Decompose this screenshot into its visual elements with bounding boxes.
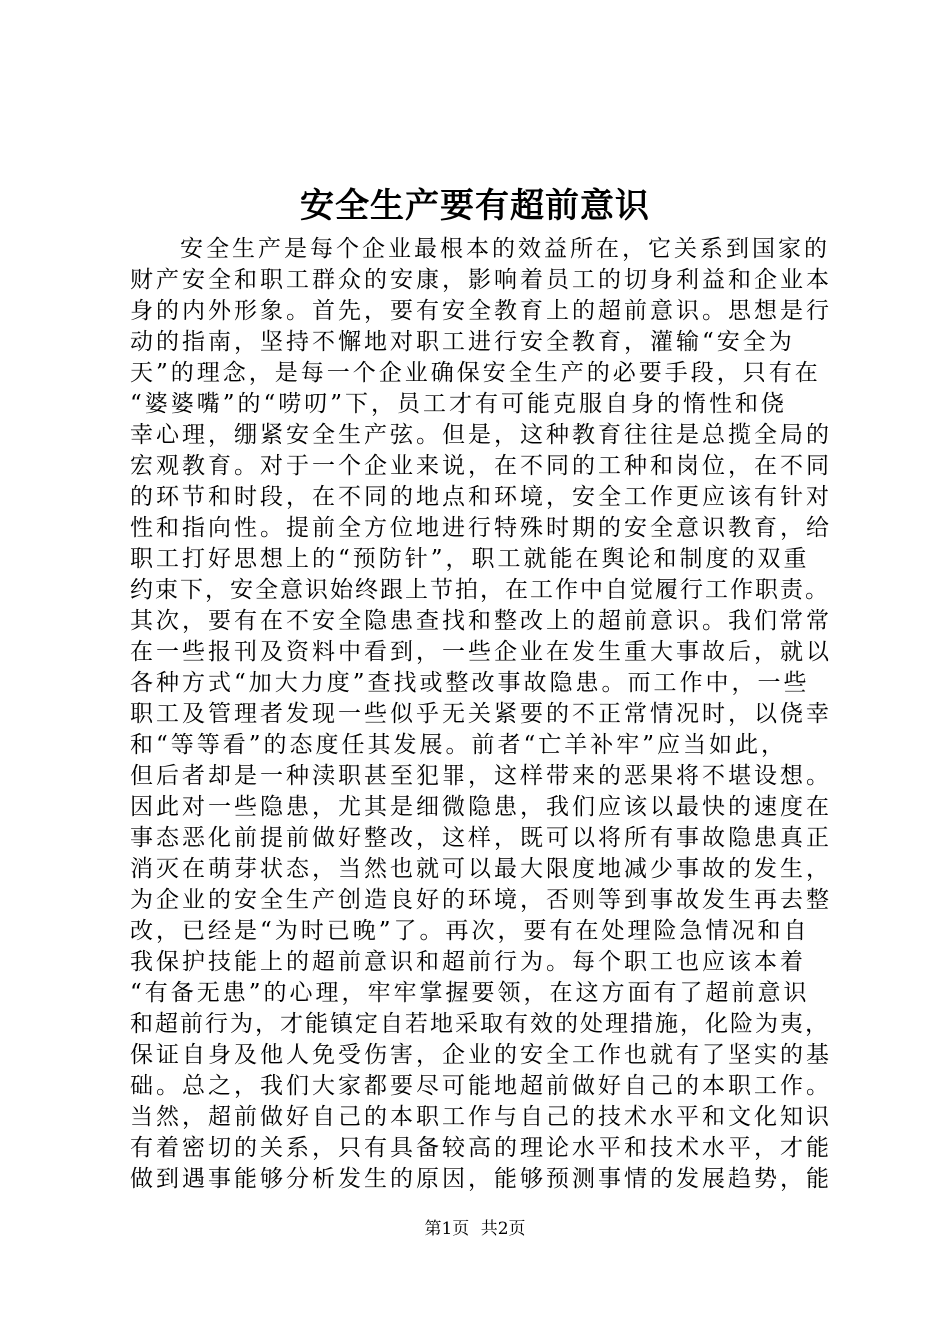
body-line: 在一些报刊及资料中看到，一些企业在发生重大事故后，就以 — [130, 639, 832, 665]
body-line: “有备无患”的心理，牢牢掌握要领，在这方面有了超前意识 — [130, 980, 810, 1006]
body-line: 做到遇事能够分析发生的原因，能够预测事情的发展趋势，能 — [130, 1166, 832, 1192]
body-line: 幸心理，绷紧安全生产弦。但是，这种教育往往是总揽全局的 — [130, 422, 832, 448]
body-line: 和“等等看”的态度任其发展。前者“亡羊补牢”应当如此， — [130, 732, 788, 758]
body-line: “婆婆嘴”的“唠叨”下，员工才有可能克服自身的惰性和侥 — [130, 391, 788, 417]
body-line: 各种方式“加大力度”查找或整改事故隐患。而工作中，一些 — [130, 670, 810, 696]
body-line: 有着密切的关系，只有具备较高的理论水平和技术水平，才能 — [130, 1135, 832, 1161]
body-line: 约束下，安全意识始终跟上节拍，在工作中自觉履行工作职责。 — [130, 577, 830, 603]
body-line: 和超前行为，才能镇定自若地采取有效的处理措施，化险为夷， — [130, 1011, 830, 1037]
body-line: 性和指向性。提前全方位地进行特殊时期的安全意识教育，给 — [130, 515, 832, 541]
body-line: 身的内外形象。首先，要有安全教育上的超前意识。思想是行 — [130, 298, 832, 324]
body-line: 职工打好思想上的“预防针”，职工就能在舆论和制度的双重 — [130, 546, 810, 572]
body-line: 保证自身及他人免受伤害，企业的安全工作也就有了坚实的基 — [130, 1042, 832, 1068]
body-line: 动的指南，坚持不懈地对职工进行安全教育，灌输“安全为 — [130, 329, 795, 355]
body-line: 职工及管理者发现一些似乎无关紧要的不正常情况时，以侥幸 — [130, 701, 832, 727]
body-line: 财产安全和职工群众的安康，影响着员工的切身利益和企业本 — [130, 267, 832, 293]
body-line: 消灭在萌芽状态，当然也就可以最大限度地减少事故的发生， — [130, 856, 832, 882]
body-line: 当然，超前做好自己的本职工作与自己的技术水平和文化知识 — [130, 1104, 832, 1130]
page-footer — [0, 1218, 950, 1240]
body-line: 因此对一些隐患，尤其是细微隐患，我们应该以最快的速度在 — [130, 794, 832, 820]
body-line: 的环节和时段，在不同的地点和环境，安全工作更应该有针对 — [130, 484, 832, 510]
body-line: 我保护技能上的超前意识和超前行为。每个职工也应该本着 — [130, 949, 806, 975]
page-number-current: 第1页 — [424, 1219, 470, 1239]
body-line: 宏观教育。对于一个企业来说，在不同的工种和岗位，在不同 — [130, 453, 832, 479]
body-line: 改，已经是“为时已晚”了。再次，要有在处理险急情况和自 — [130, 918, 810, 944]
body-line: 础。总之，我们大家都要尽可能地超前做好自己的本职工作。 — [130, 1073, 832, 1099]
document-title: 安全生产要有超前意识 — [300, 186, 650, 226]
body-line: 为企业的安全生产创造良好的环境，否则等到事故发生再去整 — [130, 887, 832, 913]
document-body — [130, 234, 832, 1195]
page-number-total: 共2页 — [480, 1219, 526, 1239]
body-line: 其次，要有在不安全隐患查找和整改上的超前意识。我们常常 — [130, 608, 832, 634]
body-line: 天”的理念，是每一个企业确保安全生产的必要手段，只有在 — [130, 360, 821, 386]
body-line: 安全生产是每个企业最根本的效益所在，它关系到国家的 — [180, 236, 830, 262]
body-line: 但后者却是一种渎职甚至犯罪，这样带来的恶果将不堪设想。 — [130, 763, 832, 789]
body-line: 事态恶化前提前做好整改，这样，既可以将所有事故隐患真正 — [130, 825, 832, 851]
